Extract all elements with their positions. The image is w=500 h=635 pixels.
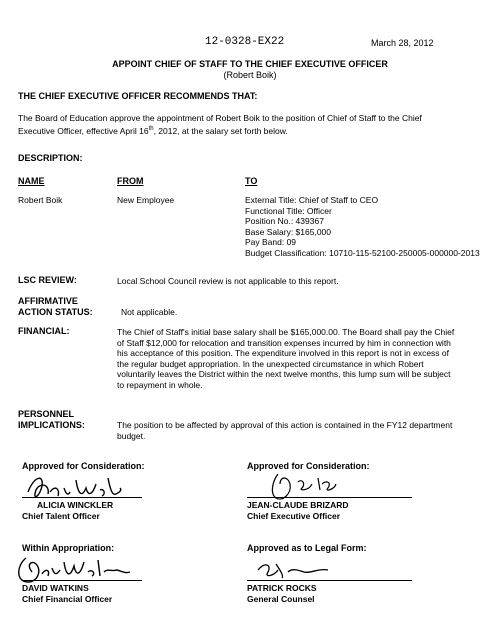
financial-line-1: The Chief of Staff's initial base salary shall be $165,000.00. The Board shall pay the Chief [117, 327, 455, 337]
position-details [245, 195, 480, 258]
financial-label: FINANCIAL: [18, 326, 70, 336]
recommendation-line-1: The Board of Education approve the appointment of Robert Boik to the position of Chief of Staff to the Chief [18, 113, 422, 123]
financial-line-3: his acceptance of this position. The expenditure involved in this report is not in excess of [117, 348, 450, 358]
recommendation-line-2-end: , 2012, at the salary set forth below. [153, 125, 288, 136]
affirmative-label-line-2: ACTION STATUS: [18, 307, 93, 317]
personnel-line-1: The position to be affected by approval of this action is contained in the FY12 department [117, 420, 453, 430]
document-title: APPOINT CHIEF OF STAFF TO THE CHIEF EXECUTIVE OFFICER [112, 59, 388, 69]
personnel-label-line-1: PERSONNEL [18, 409, 75, 419]
affirmative-text: Not applicable. [121, 307, 178, 317]
left-top-signature-line [22, 497, 142, 498]
financial-line-6: to repayment in whole. [117, 379, 203, 390]
position-budget-classification: Budget Classification: 10710-115-52100-250005-000000-2013 [245, 247, 480, 258]
recommendation-line-2 [18, 124, 288, 136]
right-top-signer-title: Chief Executive Officer [247, 511, 341, 521]
position-pay-band: Pay Band: 09 [245, 237, 297, 247]
right-top-signature-line [247, 497, 412, 498]
left-bottom-signature-heading: Within Appropriation: [22, 543, 115, 553]
description-heading: DESCRIPTION: [18, 153, 83, 163]
column-header-to: TO [245, 176, 258, 186]
left-bottom-signature-line [22, 580, 142, 581]
lsc-review-text: Local School Council review is not applicable to this report. [117, 276, 339, 286]
affirmative-label-line-1: AFFIRMATIVE [18, 296, 78, 306]
financial-text [117, 327, 454, 390]
left-bottom-signer-title: Chief Financial Officer [22, 594, 113, 604]
document-date: March 28, 2012 [371, 38, 434, 48]
personnel-label-line-2: IMPLICATIONS: [18, 420, 85, 430]
right-bottom-signature-heading: Approved as to Legal Form: [247, 543, 367, 553]
lsc-review-label: LSC REVIEW: [18, 275, 77, 285]
document-subtitle: (Robert Boik) [223, 70, 277, 80]
employee-from: New Employee [117, 195, 175, 205]
ordinal-suffix: th [148, 126, 154, 132]
position-base-salary: Base Salary: $165,000 [245, 226, 332, 237]
right-top-signer-name: JEAN-CLAUDE BRIZARD [247, 500, 349, 510]
recommendation-heading: THE CHIEF EXECUTIVE OFFICER RECOMMENDS THAT: [18, 91, 258, 101]
left-top-signer-title: Chief Talent Officer [22, 511, 100, 521]
left-bottom-signer-name: DAVID WATKINS [22, 583, 89, 593]
right-bottom-signature-line [247, 580, 412, 581]
column-header-name: NAME [18, 176, 45, 186]
position-number: Position No.: 439367 [245, 216, 324, 226]
financial-line-2: of Staff $12,000 for relocation and transition expenses incurred by him in connection with [117, 337, 451, 348]
financial-line-5: voluntarily leaves the District within the next twelve months, this lump sum will be subject [117, 369, 451, 379]
left-top-signature-heading: Approved for Consideration: [22, 461, 145, 471]
right-bottom-signer-title: General Counsel [247, 594, 315, 604]
position-external-title: External Title: Chief of Staff to CEO [245, 195, 379, 205]
employee-name: Robert Boik [18, 195, 63, 205]
right-top-signature-heading: Approved for Consideration: [247, 461, 370, 471]
personnel-line-2: budget. [117, 431, 146, 441]
position-functional-title: Functional Title: Officer [245, 205, 332, 216]
column-header-from: FROM [117, 176, 144, 186]
recommendation-line-2-start: Executive Officer, effective April 16 [18, 125, 149, 136]
left-top-signer-name: ALICIA WINCKLER [37, 500, 114, 510]
document-number: 12-0328-EX22 [205, 36, 285, 48]
right-bottom-signer-name: PATRICK ROCKS [247, 583, 317, 593]
financial-line-4: the regular budget appropriation. In the unexpected circumstance in which Robert [117, 358, 424, 369]
